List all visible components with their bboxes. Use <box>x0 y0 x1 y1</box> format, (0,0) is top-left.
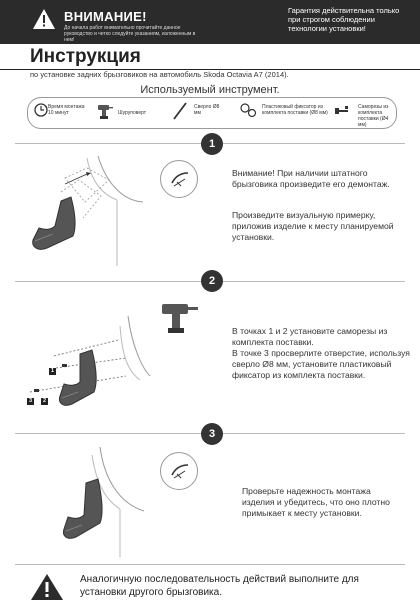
step2-illustration <box>22 296 152 414</box>
step1-icon <box>160 160 198 198</box>
drill-icon <box>96 102 114 120</box>
step2-text-1: В точках 1 и 2 установите саморезы из комплекта поставки. <box>232 326 388 347</box>
clock-icon <box>34 103 48 117</box>
footer-note: Аналогичную последовательность действий выполните для установки другого брызговика. <box>80 574 359 598</box>
step3-text: Проверьте надежность монтажа изделия и убедитесь, что оно плотно примыкает к месту установки. <box>242 486 390 518</box>
tool-label-time: Время монтажа 10 минут <box>48 104 85 116</box>
eye-check-icon <box>161 161 197 197</box>
point-badge-1: 1 <box>50 368 55 374</box>
step1-text-1: Внимание! При наличии штатного брызговика произведите его демонтаж. <box>232 168 390 189</box>
step-number: 1 <box>201 133 223 155</box>
tool-label-drill-bit: Сверло Ø8 мм <box>194 104 220 116</box>
step1-illustration <box>25 156 150 268</box>
page-title: Инструкция <box>30 46 141 67</box>
step2-text-2: В точке 3 просверлите отверстие, используя сверло Ø8 мм, установите пластиковый фиксатор из комплекта поставки. <box>232 348 410 380</box>
step3-illustration <box>50 447 160 559</box>
guarantee-note: Гарантия действительна только при строгом соблюдении технологии установки! <box>288 6 400 33</box>
warning-header <box>0 0 420 44</box>
eye-check-icon <box>161 453 197 489</box>
warning-icon <box>32 8 56 30</box>
footer-divider <box>15 564 405 565</box>
drill-bit-icon <box>172 102 188 120</box>
tool-label-screws: Саморезы из комплекта поставки (Ø4 мм) <box>358 104 389 128</box>
tool-label-clip: Пластиковый фиксатор из комплекта поставки (Ø8 мм) <box>262 104 328 116</box>
clip-icon <box>240 103 258 119</box>
point-badge-3: 3 <box>28 398 33 404</box>
drill-illustration <box>160 300 200 334</box>
warning-title: ВНИМАНИЕ! <box>64 9 147 24</box>
tool-label-drill: Шуруповерт <box>118 110 147 116</box>
point-badge-2: 2 <box>42 398 47 404</box>
screw-icon <box>334 104 354 118</box>
page-subtitle: по установке задних брызговиков на автомобиль Skoda Octavia A7 (2014). <box>30 70 289 79</box>
step-number: 2 <box>201 270 223 292</box>
tools-heading: Используемый инструмент. <box>140 84 280 96</box>
step-number: 3 <box>201 423 223 445</box>
warning-subtext: До начала работ внимательно прочитайте данное руководство и четко следуйте указаниям, изложенным в нем! <box>64 25 196 43</box>
step3-icon <box>160 452 198 490</box>
step1-text-2: Произведите визуальную примерку, приложив изделие к месту планируемой установки. <box>232 210 394 242</box>
warning-icon <box>30 573 64 601</box>
